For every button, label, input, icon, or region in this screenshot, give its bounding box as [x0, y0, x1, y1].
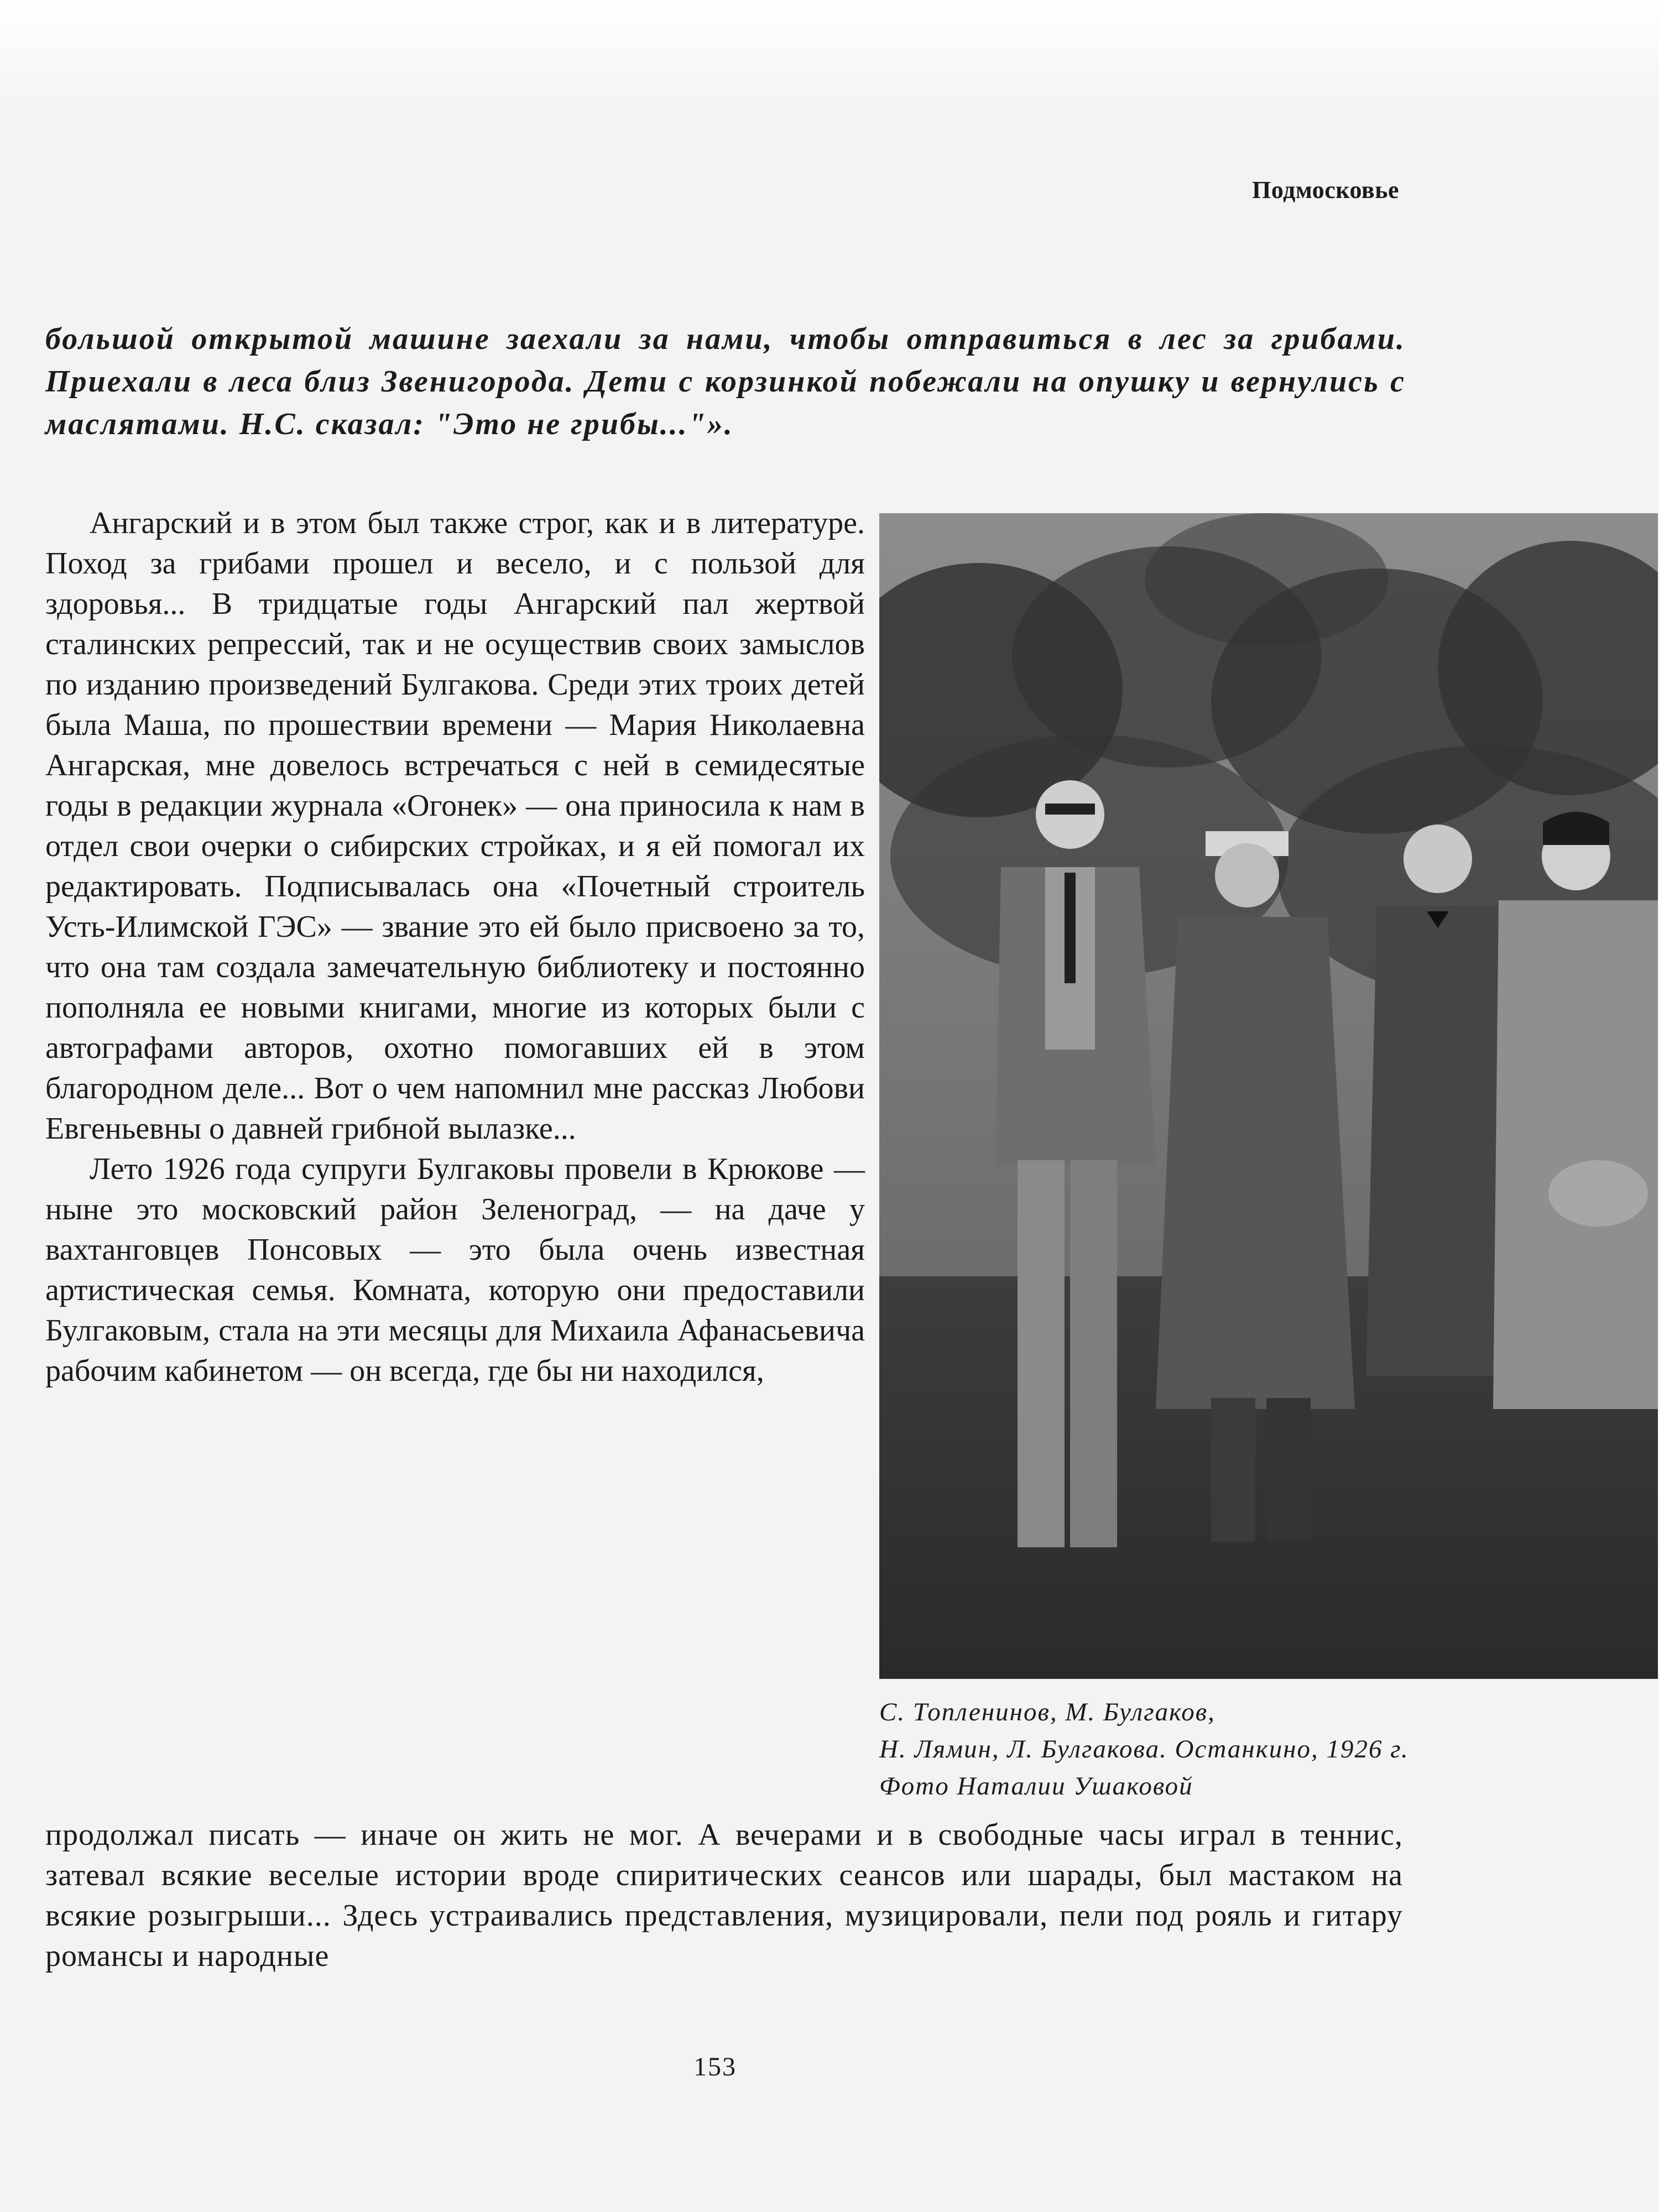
figure-bulgakova: [1493, 812, 1658, 1409]
figure-lyamin: [1366, 825, 1515, 1376]
lead-quote: [45, 318, 1406, 446]
historical-photo: [879, 513, 1658, 1679]
photo-illustration: [879, 513, 1658, 1679]
full-width-text: [45, 1815, 1403, 1976]
caption-line-2: Н. Лямин, Л. Булгакова. Останкино, 1926 г.: [879, 1735, 1409, 1764]
paragraph-1: Ангарский и в этом был также строг, как и в литературе. Поход за грибами прошел и весело, и с пользой для здоровья... В тридцатые годы Ангарский пал жертвой сталинских репрессий, так и не осуществив своих замыслов по изданию произведений Булгакова. Среди этих троих детей была Маша, по прошествии времени — Мария Николаевна Ангарская, мне довелось встречаться с ней в семидесятые годы в редакции журнала «Огонек» — она приносила к нам в отдел свои очерки о сибирских стройках, и я ей помогал их редактировать. Подписывалась она «Почетный строитель Усть-Илимской ГЭС» — звание это ей было присвоено за то, что она там создала замечательную библиотеку и постоянно пополняла ее новыми книгами, многие из которых были с автографами авторов, охотно помогавших ей в этом благородном деле... Вот о чем напомнил мне рассказ Любови Евгеньевны о давней грибной вылазке...: [45, 506, 865, 1146]
photo-caption: [879, 1694, 1653, 1805]
running-header: Подмосковье: [1252, 176, 1399, 204]
paragraph-2-start: Лето 1926 года супруги Булгаковы провели в Крюкове — ныне это московский район Зеленоград, — на даче у вахтанговцев Понсовых — это была очень известная артистическая семья. Комната, которую они предоставили Булгаковым, стала на эти месяцы для Михаила Афанасьевича рабочим кабинетом — он всегда, где бы ни находился,: [45, 1152, 865, 1388]
text-column: [45, 503, 865, 1391]
page-top-margin: [0, 0, 1659, 116]
lead-quote-text: большой открытой машине заехали за нами, чтобы отправиться в лес за грибами. Приехали в леса близ Звенигорода. Дети с корзинкой побежали на опушку и вернулись с маслятами. Н.С. сказал: "Это не грибы..."».: [45, 322, 1406, 441]
caption-line-1: С. Топленинов, М. Булгаков,: [879, 1698, 1215, 1726]
paragraph-2-continued: продолжал писать — иначе он жить не мог. А вечерами и в свободные часы играл в теннис, затевал всякие веселые истории вроде спиритических сеансов или шарады, был мастаком на всякие розыгрыши... Здесь устраивались представления, музицировали, пели под рояль и гитару романсы и народные: [45, 1818, 1403, 1973]
caption-line-3: Фото Наталии Ушаковой: [879, 1772, 1193, 1801]
page-number: 153: [693, 2052, 737, 2081]
